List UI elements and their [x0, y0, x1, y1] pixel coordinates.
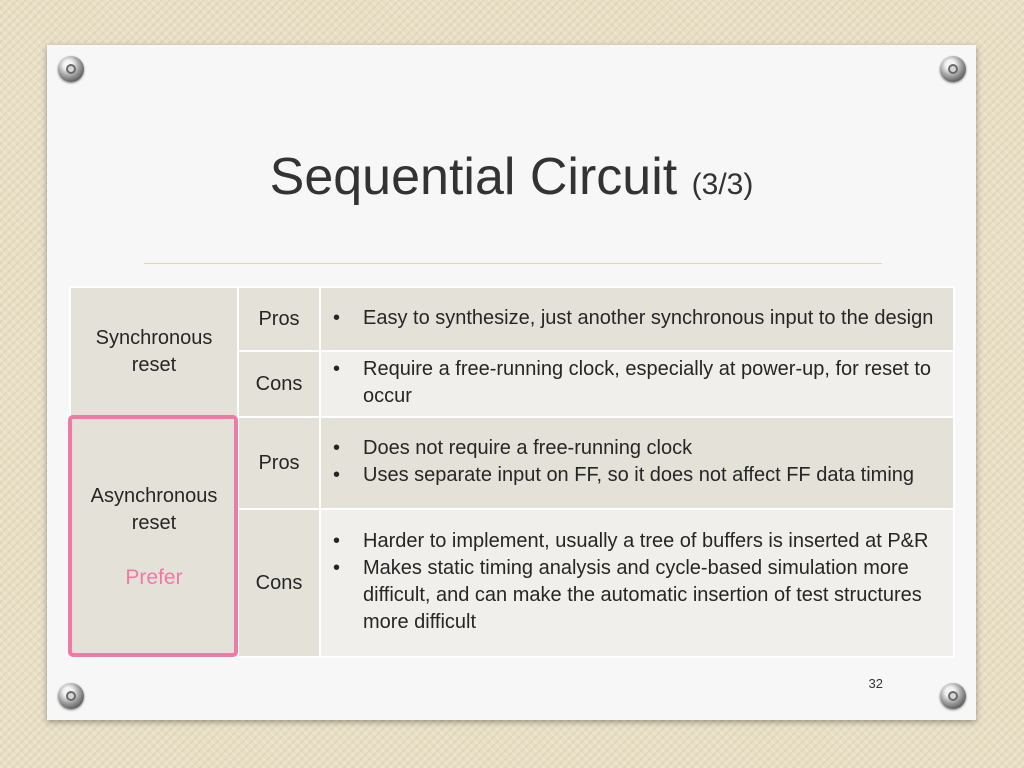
rivet-top-left-icon: [58, 56, 84, 82]
kind-label: Cons: [255, 571, 303, 594]
prefer-note: Prefer: [125, 566, 183, 589]
group-label: Asynchronous reset: [90, 485, 218, 534]
detail-cell: [320, 509, 954, 657]
title-divider: [144, 263, 882, 264]
slide: [47, 45, 976, 720]
bullet-item: • Require a free-running clock, especially at power-up, for reset to occur: [331, 356, 943, 410]
bullet-list: [331, 528, 943, 636]
group-cell-asynchronous: [70, 417, 238, 657]
reset-comparison-table: [69, 286, 955, 658]
group-label: Synchronous reset: [95, 327, 213, 376]
bullet-list: [331, 356, 943, 410]
bullet-item: • Makes static timing analysis and cycle-based simulation more difficult, and can make the automatic insertion of test structures more difficult: [331, 555, 943, 636]
kind-cell-pros: [238, 287, 320, 351]
rivet-top-right-icon: [940, 56, 966, 82]
table-row: [70, 417, 954, 509]
rivet-bottom-right-icon: [940, 683, 966, 709]
kind-cell-cons: [238, 351, 320, 417]
detail-cell: [320, 417, 954, 509]
title-main: Sequential Circuit: [269, 148, 678, 206]
bullet-list: [331, 435, 943, 489]
kind-label: Pros: [258, 451, 300, 474]
bullet-item: • Harder to implement, usually a tree of buffers is inserted at P&R: [331, 528, 943, 555]
page-number: 32: [868, 676, 883, 691]
kind-cell-cons: [238, 509, 320, 657]
bullet-item: • Uses separate input on FF, so it does not affect FF data timing: [331, 462, 943, 489]
table-row: [70, 287, 954, 351]
detail-cell: [320, 351, 954, 417]
slide-title: [47, 147, 976, 215]
bullet-item: • Easy to synthesize, just another synchronous input to the design: [331, 305, 943, 332]
detail-cell: [320, 287, 954, 351]
title-suffix: (3/3): [691, 168, 754, 201]
kind-label: Cons: [255, 372, 303, 395]
group-cell-synchronous: [70, 287, 238, 417]
bullet-item: • Does not require a free-running clock: [331, 435, 943, 462]
kind-label: Pros: [258, 307, 300, 330]
kind-cell-pros: [238, 417, 320, 509]
rivet-bottom-left-icon: [58, 683, 84, 709]
bullet-list: [331, 305, 943, 332]
